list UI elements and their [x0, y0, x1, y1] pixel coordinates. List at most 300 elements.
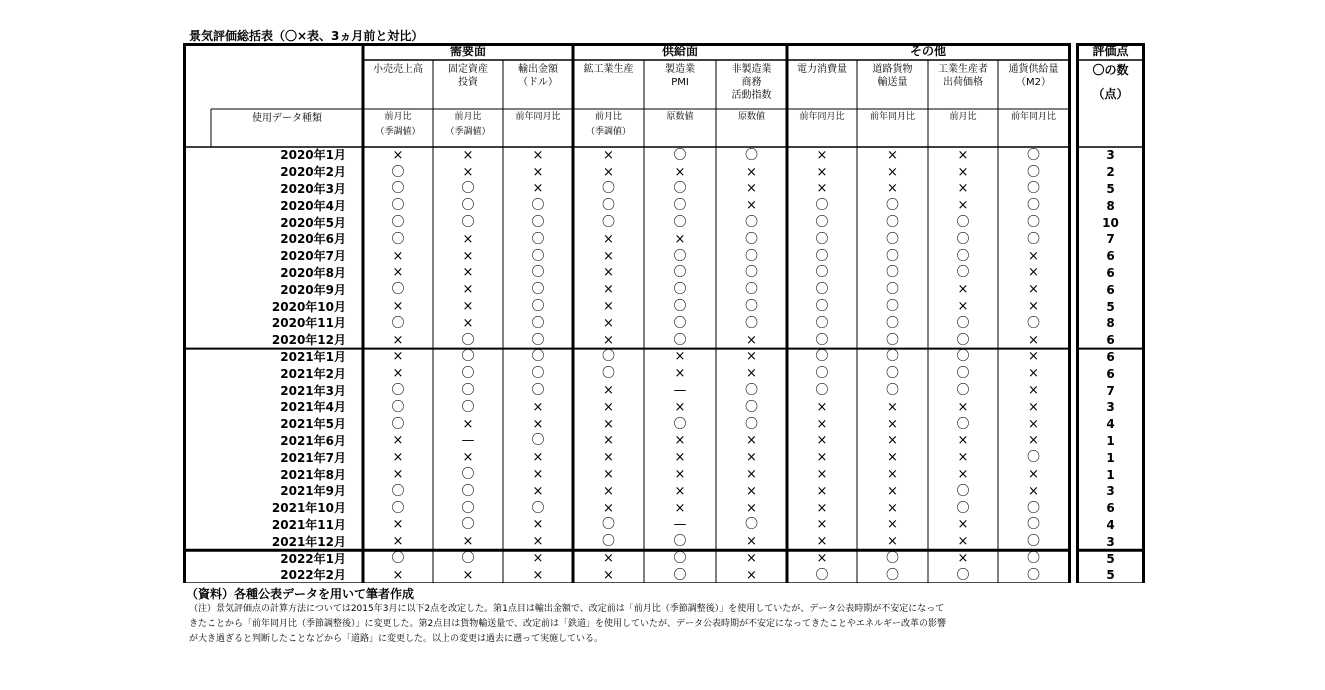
- column-data-type: 前月比: [949, 112, 977, 122]
- evaluation-mark: 〇: [956, 416, 970, 432]
- evaluation-mark: ×: [603, 299, 614, 315]
- evaluation-mark: ×: [1028, 366, 1039, 382]
- evaluation-mark: ×: [603, 383, 614, 399]
- footnote-line: （注）景気評価点の計算方法については2015年3月に以下2点を改定した。第1点目は輸出金額で、改定前は「前月比（季節調整後）」を使用していたが、データ公表時期が不安定になって: [189, 604, 945, 614]
- evaluation-mark: 〇: [956, 366, 970, 382]
- evaluation-mark: ×: [957, 181, 969, 197]
- evaluation-mark: 〇: [956, 500, 970, 516]
- evaluation-mark: 〇: [531, 265, 545, 281]
- evaluation-mark: 〇: [815, 299, 829, 315]
- evaluation-mark: 〇: [531, 231, 545, 247]
- footnote-line: きたことから「前年同月比（季節調整後）」に変更した。第2点目は貨物輸送量で、改定前は「鉄道」を使用していたが、データ公表時期が不安定になってきたことやエネルギー改革の影響: [189, 619, 947, 629]
- evaluation-mark: 〇: [461, 366, 475, 382]
- evaluation-mark: 〇: [461, 215, 475, 231]
- evaluation-mark: 〇: [461, 332, 475, 348]
- evaluation-mark: ×: [462, 248, 474, 264]
- month-label: 2020年5月: [280, 215, 346, 230]
- evaluation-mark: ×: [1028, 265, 1039, 281]
- evaluation-mark: ×: [746, 366, 757, 382]
- evaluation-mark: ×: [816, 181, 828, 197]
- evaluation-mark: ×: [674, 366, 686, 382]
- evaluation-mark: 〇: [956, 483, 970, 499]
- evaluation-mark: ×: [462, 147, 474, 163]
- evaluation-mark: ×: [674, 500, 686, 516]
- month-label: 2020年11月: [271, 316, 346, 331]
- score-value: 5: [1106, 299, 1115, 314]
- evaluation-mark: 〇: [956, 567, 970, 583]
- evaluation-mark: ×: [746, 467, 757, 483]
- evaluation-mark: 〇: [601, 198, 615, 214]
- evaluation-mark: 〇: [744, 231, 758, 247]
- month-label: 2021年10月: [271, 501, 346, 516]
- score-value: 3: [1106, 148, 1115, 163]
- evaluation-mark: ×: [603, 450, 614, 466]
- evaluation-mark: 〇: [815, 315, 829, 331]
- evaluation-mark: 〇: [673, 215, 687, 231]
- evaluation-mark: 〇: [956, 332, 970, 348]
- evaluation-mark: 〇: [885, 265, 899, 281]
- score-value: 6: [1106, 349, 1115, 364]
- evaluation-mark: ×: [887, 181, 898, 197]
- column-data-type: 前年同月比: [1010, 112, 1056, 122]
- evaluation-mark: ×: [816, 433, 828, 449]
- evaluation-mark: 〇: [815, 567, 829, 583]
- evaluation-mark: 〇: [391, 500, 405, 516]
- score-value: 6: [1106, 366, 1115, 381]
- month-label: 2021年1月: [280, 349, 346, 364]
- evaluation-mark: ×: [746, 433, 757, 449]
- evaluation-mark: ×: [603, 567, 614, 583]
- evaluation-mark: ×: [1028, 383, 1039, 399]
- evaluation-mark: 〇: [531, 299, 545, 315]
- evaluation-mark: 〇: [391, 483, 405, 499]
- evaluation-mark: 〇: [744, 399, 758, 415]
- evaluation-mark: 〇: [461, 517, 475, 533]
- score-value: 6: [1106, 265, 1115, 280]
- evaluation-mark: ×: [887, 164, 898, 180]
- evaluation-mark: 〇: [885, 299, 899, 315]
- evaluation-mark: ×: [603, 248, 614, 264]
- column-data-type: 前月比 （季調値）: [375, 112, 421, 137]
- month-label: 2021年6月: [280, 433, 346, 448]
- evaluation-mark: 〇: [815, 265, 829, 281]
- evaluation-mark: 〇: [391, 164, 405, 180]
- evaluation-mark: ×: [816, 450, 828, 466]
- column-header: 固定資産 投資: [448, 64, 488, 88]
- evaluation-mark: ×: [674, 231, 686, 247]
- evaluation-mark: 〇: [531, 198, 545, 214]
- evaluation-mark: ×: [462, 231, 474, 247]
- evaluation-mark: 〇: [601, 534, 615, 550]
- evaluation-mark: 〇: [956, 315, 970, 331]
- evaluation-mark: 〇: [673, 332, 687, 348]
- evaluation-mark: ×: [392, 450, 404, 466]
- score-value: 1: [1106, 467, 1115, 482]
- evaluation-mark: ×: [816, 164, 828, 180]
- evaluation-mark: 〇: [673, 534, 687, 550]
- column-data-type: 原数値: [666, 112, 694, 122]
- evaluation-mark: ×: [1028, 299, 1039, 315]
- evaluation-mark: ×: [957, 433, 969, 449]
- evaluation-mark: ×: [462, 164, 474, 180]
- evaluation-mark: ×: [957, 164, 969, 180]
- evaluation-mark: 〇: [1026, 517, 1040, 533]
- evaluation-mark: ×: [887, 147, 898, 163]
- evaluation-mark: ×: [392, 248, 404, 264]
- score-value: 6: [1106, 249, 1115, 264]
- evaluation-mark: ×: [746, 567, 757, 583]
- evaluation-mark: ×: [816, 147, 828, 163]
- evaluation-mark: 〇: [885, 231, 899, 247]
- evaluation-mark: 〇: [744, 147, 758, 163]
- evaluation-mark: 〇: [815, 215, 829, 231]
- evaluation-mark: ×: [1028, 467, 1039, 483]
- evaluation-mark: 〇: [1026, 215, 1040, 231]
- evaluation-mark: 〇: [391, 231, 405, 247]
- month-label: 2021年7月: [280, 450, 346, 465]
- evaluation-mark: 〇: [531, 500, 545, 516]
- evaluation-mark: ×: [603, 467, 614, 483]
- month-label: 2021年11月: [271, 517, 346, 532]
- evaluation-mark: 〇: [885, 332, 899, 348]
- evaluation-mark: 〇: [885, 248, 899, 264]
- evaluation-mark: 〇: [601, 366, 615, 382]
- evaluation-mark: ×: [746, 483, 757, 499]
- score-value: 8: [1106, 198, 1115, 213]
- evaluation-mark: 〇: [391, 282, 405, 298]
- evaluation-mark: ×: [603, 483, 614, 499]
- group-header-other: その他: [909, 44, 946, 58]
- evaluation-mark: 〇: [391, 416, 405, 432]
- evaluation-mark: ×: [746, 534, 757, 550]
- evaluation-mark: ×: [816, 399, 828, 415]
- evaluation-mark: 〇: [673, 147, 687, 163]
- evaluation-mark: ×: [746, 450, 757, 466]
- evaluation-mark: ×: [462, 534, 474, 550]
- evaluation-mark: 〇: [601, 517, 615, 533]
- evaluation-mark: 〇: [885, 551, 899, 567]
- score-value: 4: [1106, 417, 1115, 432]
- column-header: 道路貨物 輸送量: [872, 64, 913, 88]
- evaluation-mark: 〇: [531, 248, 545, 264]
- evaluation-mark: ×: [887, 517, 898, 533]
- evaluation-mark: ×: [957, 198, 969, 214]
- column-data-type: 原数値: [737, 112, 765, 122]
- evaluation-mark: ×: [532, 483, 544, 499]
- evaluation-mark: ×: [532, 534, 544, 550]
- evaluation-mark: ×: [392, 366, 404, 382]
- evaluation-mark: ×: [603, 231, 614, 247]
- evaluation-mark: 〇: [391, 399, 405, 415]
- evaluation-mark: 〇: [461, 551, 475, 567]
- evaluation-mark: ×: [392, 299, 404, 315]
- evaluation-mark: 〇: [744, 299, 758, 315]
- footnote-line: が大き過ぎると判断したことなどから「道路」に変更した。以上の変更は過去に遡って実施している。: [189, 634, 604, 644]
- score-value: 4: [1106, 517, 1115, 532]
- evaluation-mark: ×: [1028, 332, 1039, 348]
- evaluation-mark: ×: [746, 181, 757, 197]
- evaluation-mark: 〇: [531, 366, 545, 382]
- evaluation-mark: 〇: [673, 248, 687, 264]
- evaluation-mark: ×: [603, 416, 614, 432]
- evaluation-mark: 〇: [744, 248, 758, 264]
- evaluation-mark: ×: [392, 467, 404, 483]
- month-label: 2020年12月: [271, 333, 346, 348]
- evaluation-mark: ×: [674, 467, 686, 483]
- evaluation-mark: ×: [674, 349, 686, 365]
- column-header: 通貨供給量 （M2）: [1008, 64, 1059, 88]
- evaluation-mark: ×: [532, 164, 544, 180]
- data-type-label: 使用データ種類: [252, 113, 322, 124]
- group-header-demand: 需要面: [449, 44, 486, 58]
- evaluation-mark: ×: [603, 315, 614, 331]
- source-note: （資料）各種公表データを用いて筆者作成: [186, 587, 415, 601]
- evaluation-mark: ×: [603, 147, 614, 163]
- evaluation-mark: 〇: [531, 332, 545, 348]
- month-label: 2021年9月: [280, 484, 346, 499]
- table-title: 景気評価総括表（〇×表、3ヵ月前と対比）: [189, 29, 424, 43]
- evaluation-mark: 〇: [673, 282, 687, 298]
- evaluation-mark: 〇: [391, 215, 405, 231]
- evaluation-mark: ×: [887, 433, 898, 449]
- evaluation-mark: ×: [392, 265, 404, 281]
- evaluation-mark: 〇: [531, 215, 545, 231]
- column-header: 小売売上高: [373, 64, 423, 75]
- evaluation-mark: ×: [462, 450, 474, 466]
- evaluation-mark: ×: [746, 198, 757, 214]
- evaluation-mark: 〇: [673, 315, 687, 331]
- evaluation-mark: 〇: [744, 517, 758, 533]
- month-label: 2020年1月: [280, 148, 346, 163]
- column-header: 鉱工業生産: [583, 64, 634, 75]
- evaluation-mark: ×: [462, 416, 474, 432]
- evaluation-mark: ×: [674, 399, 686, 415]
- evaluation-mark: ×: [957, 450, 969, 466]
- evaluation-mark: 〇: [461, 181, 475, 197]
- column-data-type: 前月比 （季調値）: [445, 112, 491, 137]
- evaluation-mark: ×: [957, 299, 969, 315]
- score-value: 5: [1106, 568, 1115, 583]
- evaluation-mark: ×: [746, 164, 757, 180]
- evaluation-mark: —: [461, 433, 475, 449]
- evaluation-mark: —: [673, 383, 687, 399]
- evaluation-mark: 〇: [956, 349, 970, 365]
- month-label: 2022年1月: [280, 551, 346, 566]
- evaluation-mark: 〇: [744, 265, 758, 281]
- evaluation-mark: ×: [746, 551, 757, 567]
- column-header: 非製造業 商務 活動指数: [731, 64, 772, 101]
- month-label: 2020年7月: [280, 249, 346, 264]
- evaluation-mark: 〇: [673, 181, 687, 197]
- evaluation-mark: 〇: [461, 500, 475, 516]
- score-value: 2: [1106, 165, 1115, 180]
- evaluation-mark: ×: [674, 450, 686, 466]
- evaluation-mark: 〇: [1026, 198, 1040, 214]
- evaluation-mark: ×: [957, 534, 969, 550]
- evaluation-mark: 〇: [815, 366, 829, 382]
- evaluation-mark: ×: [532, 567, 544, 583]
- evaluation-mark: ×: [392, 433, 404, 449]
- evaluation-mark: ×: [816, 534, 828, 550]
- month-label: 2021年12月: [271, 534, 346, 549]
- evaluation-mark: 〇: [531, 433, 545, 449]
- group-header-supply: 供給面: [661, 44, 698, 58]
- month-label: 2020年9月: [280, 282, 346, 297]
- evaluation-mark: ×: [532, 551, 544, 567]
- evaluation-mark: ×: [887, 416, 898, 432]
- evaluation-mark: 〇: [461, 467, 475, 483]
- evaluation-mark: 〇: [744, 282, 758, 298]
- evaluation-mark: 〇: [391, 551, 405, 567]
- score-value: 1: [1106, 433, 1115, 448]
- month-label: 2020年6月: [280, 232, 346, 247]
- month-label: 2022年2月: [280, 568, 346, 583]
- evaluation-mark: ×: [746, 332, 757, 348]
- evaluation-mark: ×: [674, 164, 686, 180]
- column-header: 輸出金額 （ドル）: [518, 64, 558, 88]
- evaluation-mark: ×: [532, 416, 544, 432]
- evaluation-mark: 〇: [601, 349, 615, 365]
- evaluation-mark: ×: [532, 450, 544, 466]
- score-subheader: 〇の数 （点）: [1092, 63, 1129, 101]
- evaluation-mark: 〇: [956, 248, 970, 264]
- evaluation-mark: 〇: [885, 349, 899, 365]
- evaluation-mark: 〇: [461, 383, 475, 399]
- evaluation-mark: ×: [1028, 282, 1039, 298]
- evaluation-mark: 〇: [744, 416, 758, 432]
- column-data-type: 前年同月比: [515, 112, 561, 122]
- evaluation-mark: ×: [1028, 433, 1039, 449]
- score-value: 6: [1106, 333, 1115, 348]
- evaluation-mark: ×: [816, 500, 828, 516]
- evaluation-mark: ×: [462, 282, 474, 298]
- score-value: 7: [1106, 383, 1115, 398]
- score-value: 5: [1106, 551, 1115, 566]
- evaluation-mark: 〇: [531, 282, 545, 298]
- evaluation-mark: 〇: [391, 181, 405, 197]
- evaluation-mark: ×: [603, 551, 614, 567]
- evaluation-mark: 〇: [673, 551, 687, 567]
- month-label: 2021年3月: [280, 383, 346, 398]
- evaluation-mark: ×: [957, 517, 969, 533]
- month-label: 2020年10月: [271, 299, 346, 314]
- score-value: 3: [1106, 534, 1115, 549]
- evaluation-mark: ×: [532, 517, 544, 533]
- evaluation-mark: 〇: [391, 315, 405, 331]
- evaluation-mark: ×: [1028, 349, 1039, 365]
- evaluation-mark: 〇: [885, 315, 899, 331]
- evaluation-mark: ×: [603, 164, 614, 180]
- evaluation-mark: ×: [957, 467, 969, 483]
- evaluation-mark: 〇: [744, 215, 758, 231]
- evaluation-mark: 〇: [885, 366, 899, 382]
- evaluation-mark: —: [673, 517, 687, 533]
- evaluation-mark: ×: [1028, 483, 1039, 499]
- score-value: 10: [1102, 215, 1119, 230]
- evaluation-mark: ×: [532, 399, 544, 415]
- score-value: 5: [1106, 181, 1115, 196]
- evaluation-mark: ×: [816, 467, 828, 483]
- score-value: 3: [1106, 400, 1115, 415]
- evaluation-mark: ×: [603, 282, 614, 298]
- evaluation-mark: ×: [603, 332, 614, 348]
- score-value: 6: [1106, 282, 1115, 297]
- evaluation-mark: ×: [816, 517, 828, 533]
- evaluation-mark: ×: [392, 567, 404, 583]
- column-data-type: 前年同月比: [869, 112, 915, 122]
- evaluation-mark: 〇: [885, 383, 899, 399]
- evaluation-mark: 〇: [885, 567, 899, 583]
- evaluation-mark: ×: [816, 416, 828, 432]
- evaluation-mark: ×: [957, 282, 969, 298]
- evaluation-mark: ×: [392, 332, 404, 348]
- evaluation-mark: 〇: [956, 265, 970, 281]
- score-value: 3: [1106, 484, 1115, 499]
- evaluation-mark: ×: [392, 147, 404, 163]
- evaluation-mark: 〇: [1026, 231, 1040, 247]
- score-value: 1: [1106, 450, 1115, 465]
- column-header: 電力消費量: [797, 64, 847, 75]
- evaluation-mark: 〇: [815, 231, 829, 247]
- evaluation-mark: 〇: [815, 349, 829, 365]
- evaluation-mark: 〇: [461, 483, 475, 499]
- evaluation-mark: ×: [532, 147, 544, 163]
- evaluation-mark: ×: [887, 534, 898, 550]
- score-value: 7: [1106, 232, 1115, 247]
- column-data-type: 前年同月比: [799, 112, 845, 122]
- evaluation-mark: 〇: [1026, 534, 1040, 550]
- evaluation-mark: ×: [674, 433, 686, 449]
- evaluation-mark: ×: [603, 399, 614, 415]
- evaluation-mark: ×: [887, 467, 898, 483]
- month-label: 2020年2月: [280, 165, 346, 180]
- month-label: 2021年4月: [280, 400, 346, 415]
- evaluation-table: [183, 43, 1147, 583]
- evaluation-mark: 〇: [744, 315, 758, 331]
- evaluation-mark: ×: [603, 433, 614, 449]
- month-label: 2020年3月: [280, 181, 346, 196]
- evaluation-mark: ×: [887, 500, 898, 516]
- evaluation-mark: 〇: [1026, 567, 1040, 583]
- evaluation-mark: ×: [1028, 399, 1039, 415]
- evaluation-mark: ×: [1028, 416, 1039, 432]
- evaluation-mark: ×: [887, 483, 898, 499]
- score-value: 6: [1106, 501, 1115, 516]
- month-label: 2021年8月: [280, 467, 346, 482]
- month-label: 2020年4月: [280, 198, 346, 213]
- evaluation-mark: ×: [392, 517, 404, 533]
- evaluation-mark: 〇: [673, 299, 687, 315]
- evaluation-mark: 〇: [391, 198, 405, 214]
- evaluation-mark: 〇: [673, 416, 687, 432]
- evaluation-mark: 〇: [1026, 551, 1040, 567]
- evaluation-mark: ×: [532, 467, 544, 483]
- evaluation-mark: 〇: [673, 265, 687, 281]
- evaluation-mark: 〇: [815, 198, 829, 214]
- evaluation-mark: ×: [957, 147, 969, 163]
- evaluation-mark: 〇: [815, 383, 829, 399]
- evaluation-mark: 〇: [461, 399, 475, 415]
- evaluation-mark: 〇: [531, 383, 545, 399]
- evaluation-mark: ×: [746, 349, 757, 365]
- evaluation-mark: 〇: [956, 215, 970, 231]
- evaluation-mark: 〇: [461, 349, 475, 365]
- evaluation-mark: ×: [957, 551, 969, 567]
- evaluation-mark: ×: [462, 299, 474, 315]
- evaluation-mark: ×: [746, 500, 757, 516]
- evaluation-mark: 〇: [885, 198, 899, 214]
- evaluation-mark: 〇: [885, 215, 899, 231]
